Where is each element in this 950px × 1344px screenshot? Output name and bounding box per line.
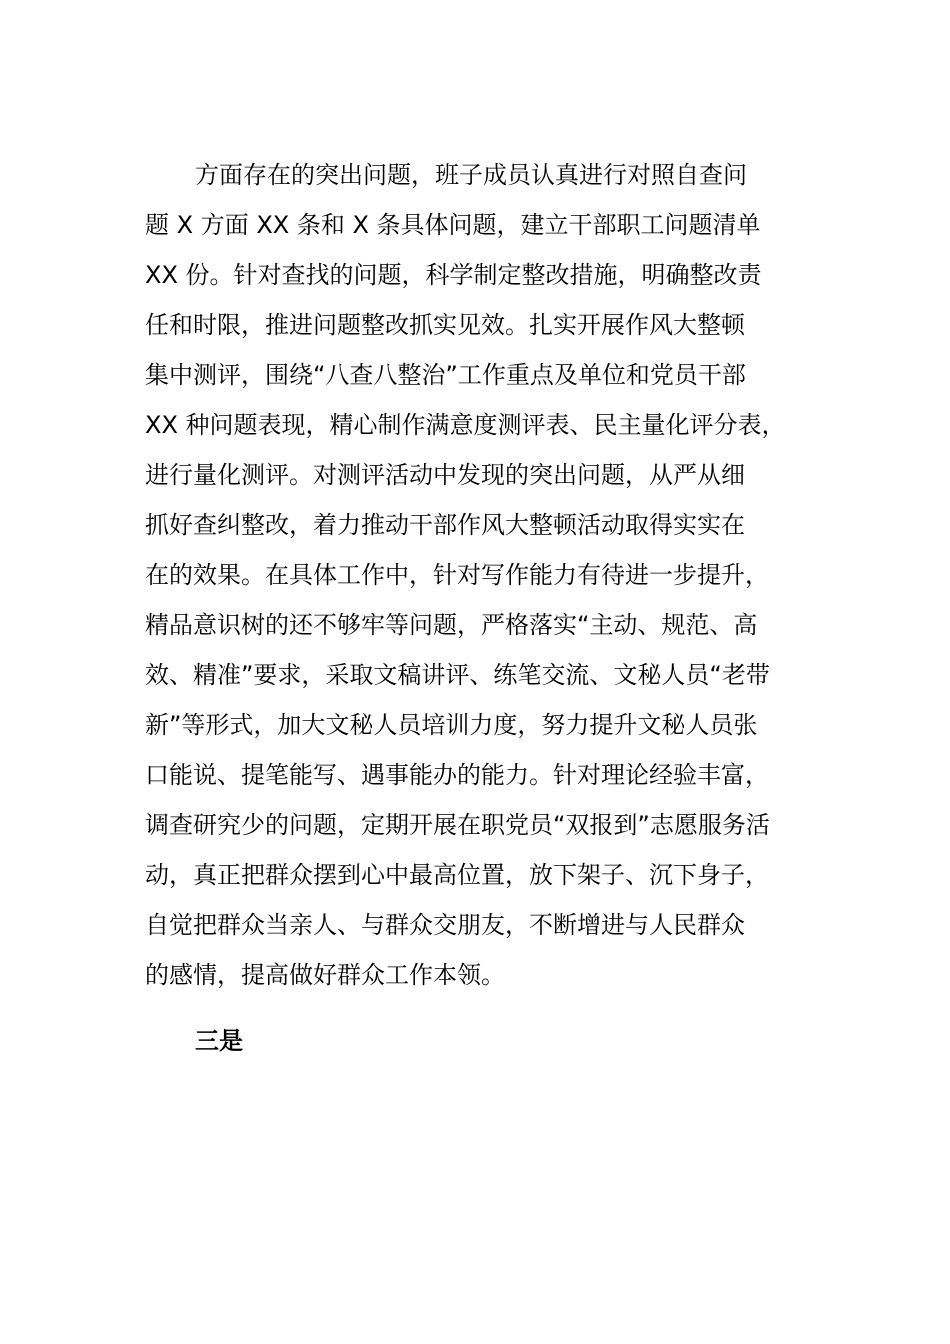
body-paragraph bbox=[145, 150, 825, 1000]
paragraph-line: 方面存在的突出问题，班子成员认真进行对照自查问 bbox=[195, 161, 747, 189]
paragraph-line: 动，真正把群众摆到心中最高位置，放下架子、沉下身子， bbox=[145, 861, 769, 889]
paragraph-line: 抓好查纠整改，着力推动干部作风大整顿活动取得实实在 bbox=[145, 511, 745, 539]
paragraph-line: 任和时限，推进问题整改抓实见效。扎实开展作风大整顿 bbox=[145, 311, 745, 339]
paragraph-line: XX 种问题表现，精心制作满意度测评表、民主量化评分表， bbox=[145, 411, 786, 439]
paragraph-line: 题 X 方面 XX 条和 X 条具体问题，建立干部职工问题清单 bbox=[145, 211, 761, 239]
paragraph-line: 效、精准”要求，采取文稿讲评、练笔交流、文秘人员“老带 bbox=[145, 661, 770, 689]
section-heading: 三是 bbox=[195, 1027, 243, 1055]
paragraph-line: 精品意识树的还不够牢等问题，严格落实“主动、规范、高 bbox=[145, 611, 758, 639]
paragraph-line: 自觉把群众当亲人、与群众交朋友，不断增进与人民群众 bbox=[145, 911, 745, 939]
paragraph-line: 新”等形式，加大文秘人员培训力度，努力提升文秘人员张 bbox=[145, 711, 758, 739]
paragraph-line: 的感情，提高做好群众工作本领。 bbox=[145, 961, 505, 989]
paragraph-line: 进行量化测评。对测评活动中发现的突出问题，从严从细 bbox=[145, 461, 745, 489]
paragraph-line: 在的效果。在具体工作中，针对写作能力有待进一步提升， bbox=[145, 561, 769, 589]
paragraph-line: 口能说、提笔能写、遇事能办的能力。针对理论经验丰富， bbox=[145, 761, 769, 789]
paragraph-line: XX 份。针对查找的问题，科学制定整改措施，明确整改责 bbox=[145, 261, 762, 289]
paragraph-line: 集中测评，围绕“八查八整治”工作重点及单位和党员干部 bbox=[145, 361, 746, 389]
paragraph-line: 调查研究少的问题，定期开展在职党员“双报到”志愿服务活 bbox=[145, 811, 770, 839]
